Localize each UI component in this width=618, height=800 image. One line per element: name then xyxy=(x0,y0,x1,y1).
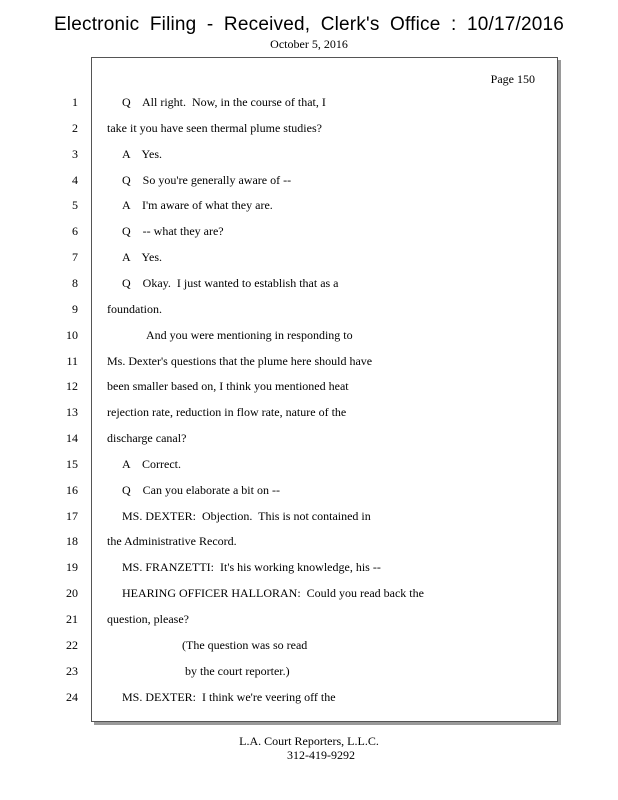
efiling-stamp: Electronic Filing - Received, Clerk's Office : 10/17/2016 xyxy=(53,14,565,35)
reporter-company: L.A. Court Reporters, L.L.C. xyxy=(239,734,379,748)
transcript-line-text: rejection rate, reduction in flow rate, nature of the xyxy=(107,405,347,419)
line-number: 23 xyxy=(66,664,78,678)
transcript-line-text: MS. DEXTER: Objection. This is not contained in xyxy=(122,509,371,523)
transcript-line-text: the Administrative Record. xyxy=(107,534,237,548)
line-number: 16 xyxy=(66,483,78,497)
transcript-line-text: foundation. xyxy=(107,302,162,316)
transcript-line-text: HEARING OFFICER HALLORAN: Could you read back the xyxy=(122,586,424,600)
line-number: 7 xyxy=(72,250,78,264)
line-number: 5 xyxy=(72,198,78,212)
transcript-line-text: A Yes. xyxy=(122,250,163,264)
line-number: 9 xyxy=(72,302,78,316)
transcript-line-text: by the court reporter.) xyxy=(185,664,290,678)
line-number: 18 xyxy=(66,534,78,548)
page-number: Page 150 xyxy=(490,72,535,86)
line-number: 12 xyxy=(66,379,78,393)
transcript-line-text: Q -- what they are? xyxy=(122,224,224,238)
line-number: 17 xyxy=(66,509,78,523)
line-number: 1 xyxy=(72,95,78,109)
line-number: 19 xyxy=(66,560,78,574)
line-number: 20 xyxy=(66,586,78,600)
footer xyxy=(0,734,618,762)
line-number: 14 xyxy=(66,431,78,445)
line-number: 4 xyxy=(72,173,78,187)
reporter-phone: 312-419-9292 xyxy=(287,748,355,762)
line-number: 8 xyxy=(72,276,78,290)
transcript-line-text: take it you have seen thermal plume studies? xyxy=(107,121,322,135)
line-number: 21 xyxy=(66,612,78,626)
transcript-line-text: been smaller based on, I think you mentioned heat xyxy=(107,379,349,393)
transcript-line-text: A Correct. xyxy=(122,457,181,471)
transcript-date: October 5, 2016 xyxy=(270,37,348,51)
line-number: 10 xyxy=(66,328,78,342)
line-number: 24 xyxy=(66,690,78,704)
transcript-line-text: And you were mentioning in responding to xyxy=(146,328,353,342)
line-number: 2 xyxy=(72,121,78,135)
transcript-line-text: MS. DEXTER: I think we're veering off the xyxy=(122,690,336,704)
transcript-line-text: A Yes. xyxy=(122,147,163,161)
transcript-line-text: MS. FRANZETTI: It's his working knowledge, his -- xyxy=(122,560,381,574)
transcript-line-text: Q All right. Now, in the course of that, I xyxy=(122,95,326,109)
transcript-line-text: Q Can you elaborate a bit on -- xyxy=(122,483,280,497)
transcript-line-text: discharge canal? xyxy=(107,431,187,445)
transcript-line-text: Q So you're generally aware of -- xyxy=(122,173,292,187)
transcript-line-text: question, please? xyxy=(107,612,189,626)
line-number: 15 xyxy=(66,457,78,471)
transcript-line-text: (The question was so read xyxy=(182,638,308,652)
line-number: 13 xyxy=(66,405,78,419)
transcript-line-text: Ms. Dexter's questions that the plume here should have xyxy=(107,354,373,368)
line-number: 6 xyxy=(72,224,78,238)
line-number: 11 xyxy=(66,354,78,368)
transcript-line-text: A I'm aware of what they are. xyxy=(122,198,273,212)
line-number: 3 xyxy=(72,147,78,161)
line-number: 22 xyxy=(66,638,78,652)
transcript-line-text: Q Okay. I just wanted to establish that as a xyxy=(122,276,339,290)
